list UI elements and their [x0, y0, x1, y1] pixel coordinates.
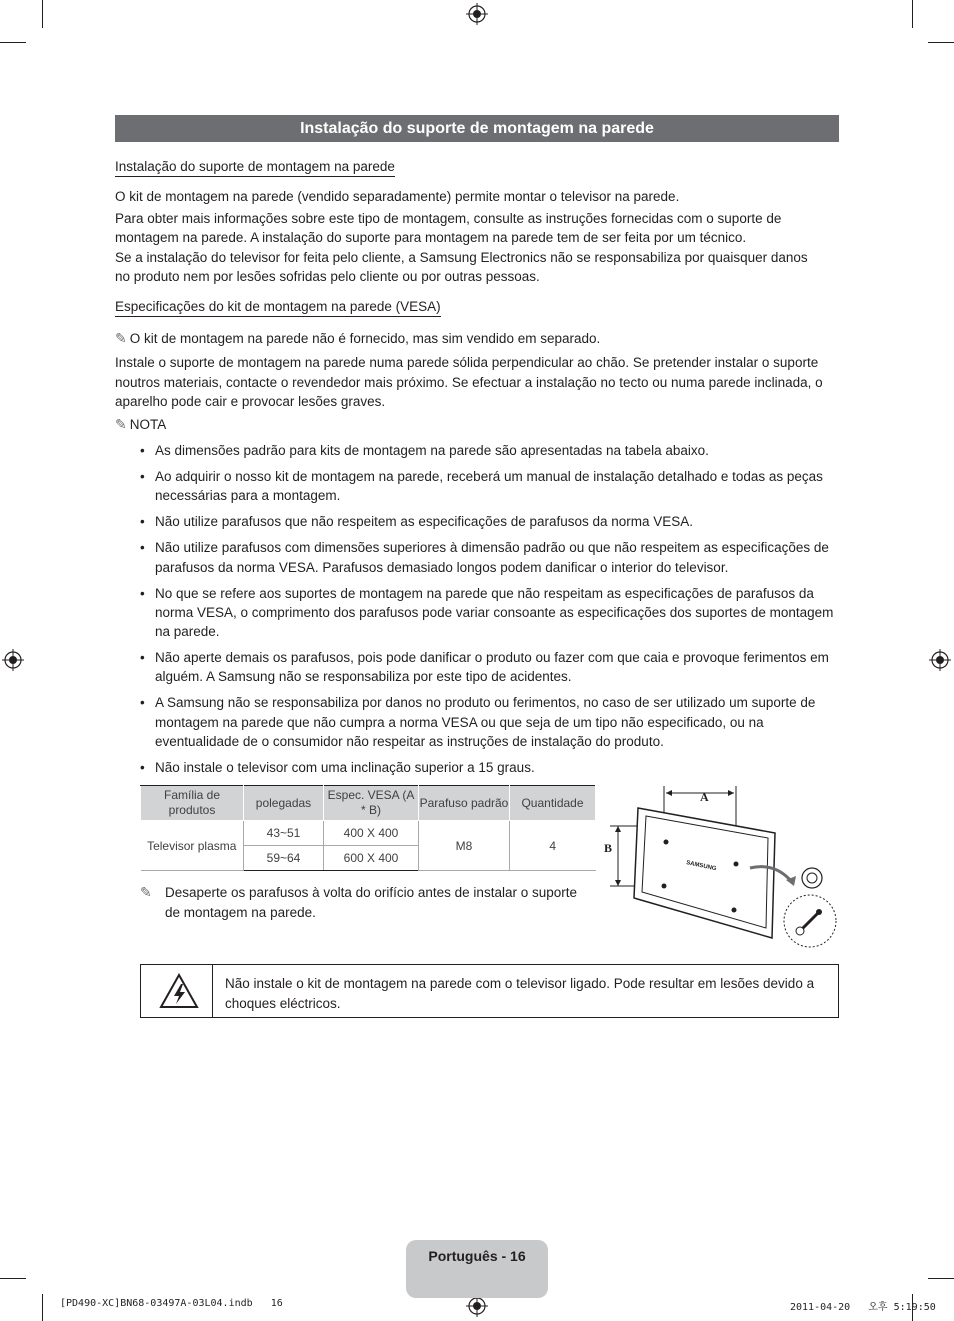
product-family-cell: Televisor plasma [141, 821, 244, 871]
note-unscrew [140, 883, 595, 922]
crop-mark [928, 42, 954, 43]
table-row [141, 821, 596, 846]
inches-cell: 43~51 [244, 821, 324, 846]
column-header: Parafuso padrão [419, 786, 510, 821]
note-text: Desaperte os parafusos à volta do orifício antes de instalar o suporte de montagem na parede. [165, 885, 577, 920]
screw-cell: M8 [419, 821, 510, 871]
warning-box [140, 964, 839, 1018]
footer-file-info: [PD490-XC]BN68-03497A-03L04.indb 16 [60, 1298, 283, 1309]
vesa-cell: 400 X 400 [324, 821, 419, 846]
section-title-banner: Instalação do suporte de montagem na parede [115, 115, 839, 142]
note-pencil-icon: ✎ [115, 416, 127, 432]
table-header-row [141, 786, 596, 821]
crop-mark [0, 1278, 26, 1279]
registration-mark-icon [466, 1295, 488, 1317]
paragraph: O kit de montagem na parede (vendido separadamente) permite montar o televisor na parede. [115, 189, 680, 204]
footer-timestamp: 2011-04-20 오후 5:19:50 [790, 1302, 936, 1313]
crop-mark [928, 1278, 954, 1279]
list-item: • Não utilize parafusos que não respeitem as especificações de parafusos da norma VESA. [140, 512, 845, 531]
inches-cell: 59~64 [244, 846, 324, 871]
list-item: • Não instale o televisor com uma inclinação superior a 15 graus. [140, 758, 845, 777]
note-text: O kit de montagem na parede não é fornecido, mas sim vendido em separado. [129, 331, 601, 346]
nota-bullet-list [140, 441, 845, 784]
brand-logo: SAMSUNG [685, 860, 717, 873]
list-item: • Não aperte demais os parafusos, pois pode danificar o produto ou fazer com que caia e provoque ferimentos em alguém. A Samsung não se responsabiliza por este tipo de acidentes. [140, 648, 845, 687]
electric-shock-warning-icon [159, 973, 199, 1009]
note-line [115, 329, 843, 349]
crop-mark [912, 0, 913, 28]
column-header: Família de produtos [141, 786, 244, 821]
crop-mark [0, 42, 26, 43]
page-number-tab: Português - 16 [406, 1240, 548, 1298]
column-header: Espec. VESA (A * B) [324, 786, 419, 821]
subheading-installation: Instalação do suporte de montagem na parede [115, 159, 395, 177]
dimension-label-a: A [700, 790, 709, 804]
divider [212, 965, 213, 1017]
list-item: • Não utilize parafusos com dimensões superiores à dimensão padrão ou que não respeitem as especificações de parafusos da norma VESA. Parafusos demasiado longos podem danificar o interior do televisor. [140, 538, 845, 577]
paragraph: Para obter mais informações sobre este tipo de montagem, consulte as instruções fornecidas com o suporte de montagem na parede. A instalação do suporte para montagem na parede tem de ser feita por um técnico. [115, 210, 782, 245]
column-header: polegadas [244, 786, 324, 821]
list-item: • Ao adquirir o nosso kit de montagem na parede, receberá um manual de instalação detalhado e todas as peças necessárias para a montagem. [140, 467, 845, 506]
installation-paragraphs [115, 187, 843, 287]
tv-wall-mount-diagram [600, 778, 845, 953]
note-pencil-icon: ✎ [140, 884, 152, 900]
registration-mark-icon [2, 649, 24, 671]
list-item: • As dimensões padrão para kits de montagem na parede são apresentadas na tabela abaixo. [140, 441, 845, 460]
crop-mark [42, 1294, 43, 1321]
vesa-cell: 600 X 400 [324, 846, 419, 871]
vesa-spec-table [140, 785, 596, 871]
note-pencil-icon: ✎ [115, 330, 127, 346]
warning-text: Não instale o kit de montagem na parede com o televisor ligado. Pode resultar em lesões devido a choques eléctricos. [225, 976, 815, 1011]
list-item: • A Samsung não se responsabiliza por danos no produto ou ferimentos, no caso de ser utilizado um suporte de montagem na parede que não cumpra a norma VESA ou que seja de um tipo não especificado, ou na eventualidade de o consumidor não respeitar as instruções de instalação do produto. [140, 693, 845, 751]
paragraph: Se a instalação do televisor for feita pelo cliente, a Samsung Electronics não se responsabiliza por quaisquer danos no produto nem por lesões sofridas pelo cliente ou por outras pessoas. [115, 249, 808, 284]
list-item: • No que se refere aos suportes de montagem na parede que não respeitam as especificações de parafusos da norma VESA, o comprimento dos parafusos pode variar consoante as especificações dos suportes de montagem na parede. [140, 584, 845, 642]
registration-mark-icon [466, 3, 488, 25]
crop-mark [42, 0, 43, 28]
column-header: Quantidade [510, 786, 596, 821]
nota-line [115, 415, 843, 435]
nota-label: NOTA [129, 417, 167, 432]
subheading-vesa: Especificações do kit de montagem na parede (VESA) [115, 299, 441, 317]
dimension-label-b: B [604, 841, 613, 855]
vesa-paragraph: Instale o suporte de montagem na parede numa parede sólida perpendicular ao chão. Se pretender instalar o suporte noutros materiais, contacte o revendedor mais próximo. Se efectuar a instalação no tecto ou numa parede inclinada, o aparelho pode cair e provocar lesões graves. [115, 355, 823, 409]
registration-mark-icon [929, 649, 951, 671]
quantity-cell: 4 [510, 821, 596, 871]
